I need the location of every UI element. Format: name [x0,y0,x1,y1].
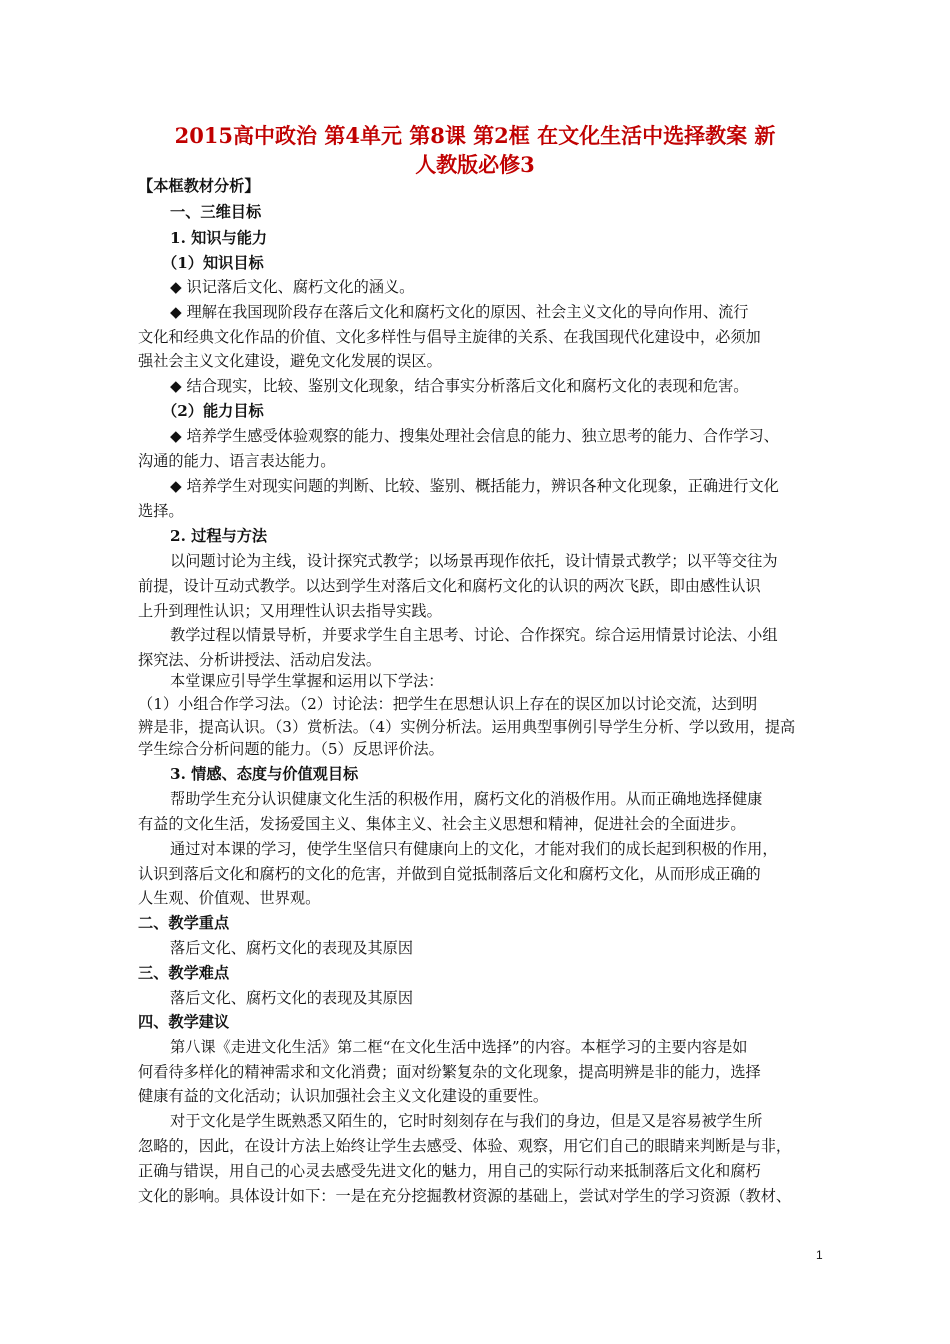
section-heading: 三、教学难点 [138,964,230,982]
paragraph-line: 正确与错误，用自己的心灵去感受先进文化的魅力，用自己的实际行动来抵制落后文化和腐朽 [138,1162,761,1180]
document-title [120,121,830,179]
paragraph-line: 文化和经典文化作品的价值、文化多样性与倡导主旋律的关系、在我国现代化建设中，必须加 [138,328,761,346]
paragraph-line: 落后文化、腐朽文化的表现及其原因 [170,989,413,1007]
section-heading: 四、教学建议 [138,1013,230,1031]
title-line-2: 人教版必修3 [415,152,535,177]
paragraph-line: 教学过程以情景导析，并要求学生自主思考、讨论、合作探究。综合运用情景讨论法、小组 [170,626,778,644]
bullet-item: ◆ 理解在我国现阶段存在落后文化和腐朽文化的原因、社会主义文化的导向作用、流行 [170,303,749,321]
paragraph-line: 落后文化、腐朽文化的表现及其原因 [170,939,413,957]
paragraph-line: 上升到理性认识；又用理性认识去指导实践。 [138,602,442,620]
paragraph-line: 文化的影响。具体设计如下：一是在充分挖掘教材资源的基础上，尝试对学生的学习资源（教材、 [138,1187,792,1205]
paragraph-line: 辨是非，提高认识。（3）赏析法。（4）实例分析法。运用典型事例引导学生分析、学以致用，提高 [138,718,796,736]
paragraph-line: 前提，设计互动式教学。以达到学生对落后文化和腐朽文化的认识的两次飞跃，即由感性认识 [138,577,761,595]
paragraph-line: 对于文化是学生既熟悉又陌生的，它时时刻刻存在与我们的身边，但是又是容易被学生所 [170,1112,763,1130]
sub-heading: 3. 情感、态度与价值观目标 [170,765,359,783]
title-line-1: 2015高中政治 第4单元 第8课 第2框 在文化生活中选择教案 新 [174,123,776,148]
section-heading: 一、三维目标 [170,203,262,221]
paragraph-line: 学生综合分析问题的能力。（5）反思评价法。 [138,740,444,758]
paragraph-line: 以问题讨论为主线，设计探究式教学；以场景再现作依托，设计情景式教学；以平等交往为 [170,552,778,570]
paragraph-line: 第八课《走进文化生活》第二框“在文化生活中选择”的内容。本框学习的主要内容是如 [170,1038,748,1056]
paragraph-line: 有益的文化生活，发扬爱国主义、集体主义、社会主义思想和精神，促进社会的全面进步。 [138,815,746,833]
sub-heading: （2）能力目标 [162,402,264,420]
sub-heading: 1. 知识与能力 [170,229,268,247]
section-heading: 二、教学重点 [138,914,230,932]
paragraph-line: 人生观、价值观、世界观。 [138,889,321,907]
paragraph-line: （1）小组合作学习法。（2）讨论法：把学生在思想认识上存在的误区加以讨论交流，达到明 [138,695,758,713]
paragraph-line: 选择。 [138,502,184,520]
bullet-item: ◆ 培养学生感受体验观察的能力、搜集处理社会信息的能力、独立思考的能力、合作学习、 [170,427,779,445]
paragraph-line: 认识到落后文化和腐朽的文化的危害，并做到自觉抵制落后文化和腐朽文化，从而形成正确的 [138,865,761,883]
page-number: 1 [816,1248,823,1262]
paragraph-line: 强社会主义文化建设，避免文化发展的误区。 [138,352,442,370]
bullet-item: ◆ 培养学生对现实问题的判断、比较、鉴别、概括能力，辨识各种文化现象，正确进行文化 [170,477,779,495]
paragraph-line: 帮助学生充分认识健康文化生活的积极作用，腐朽文化的消极作用。从而正确地选择健康 [170,790,763,808]
sub-heading: （1）知识目标 [162,254,264,272]
bullet-item: ◆ 结合现实，比较、鉴别文化现象，结合事实分析落后文化和腐朽文化的表现和危害。 [170,377,749,395]
section-heading: 【本框教材分析】 [138,177,260,195]
paragraph-line: 健康有益的文化活动；认识加强社会主义文化建设的重要性。 [138,1087,549,1105]
sub-heading: 2. 过程与方法 [170,527,268,545]
paragraph-line: 本堂课应引导学生掌握和运用以下学法： [170,672,444,690]
paragraph-line: 沟通的能力、语言表达能力。 [138,452,336,470]
paragraph-line: 探究法、分析讲授法、活动启发法。 [138,651,381,669]
paragraph-line: 忽略的，因此，在设计方法上始终让学生去感受、体验、观察，用它们自己的眼睛来判断是与非， [138,1137,792,1155]
paragraph-line: 通过对本课的学习，使学生坚信只有健康向上的文化，才能对我们的成长起到积极的作用， [170,840,778,858]
bullet-item: ◆ 识记落后文化、腐朽文化的涵义。 [170,278,415,296]
paragraph-line: 何看待多样化的精神需求和文化消费；面对纷繁复杂的文化现象，提高明辨是非的能力，选择 [138,1063,761,1081]
